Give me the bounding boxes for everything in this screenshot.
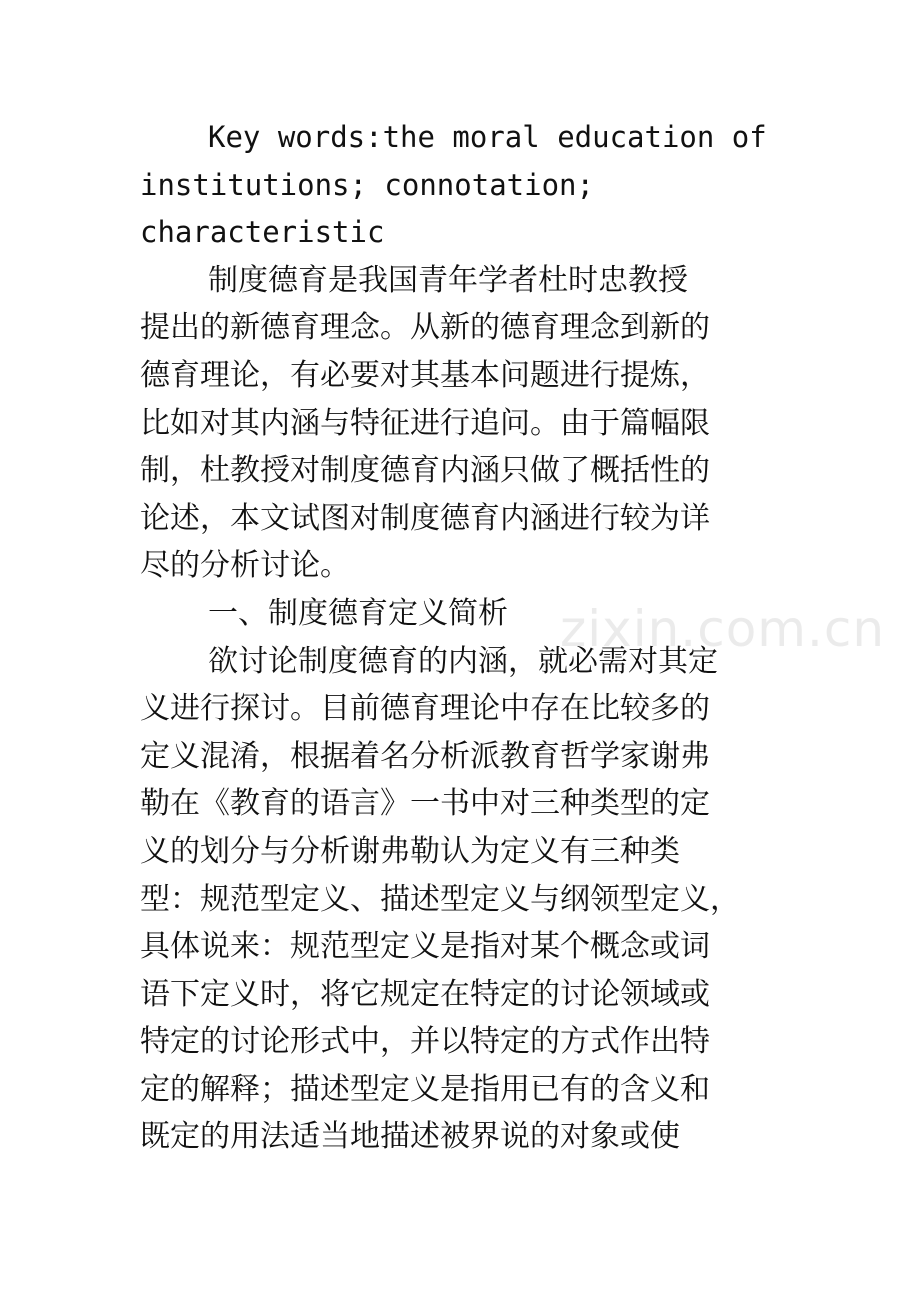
keywords-line-3: characteristic <box>140 215 385 250</box>
keywords-line-2: institutions; connotation; <box>140 167 594 202</box>
paragraph-2-line-9: 特定的讨论形式中，并以特定的方式作出特 <box>140 1024 710 1060</box>
paragraph-2-line-6: 型：规范型定义、描述型定义与纲领型定义， <box>140 881 740 917</box>
paragraph-2-line-11: 既定的用法适当地描述被界说的对象或使 <box>140 1119 680 1155</box>
paragraph-1-line-1: 制度德育是我国青年学者杜时忠教授 <box>208 262 688 298</box>
paragraph-2-line-7: 具体说来：规范型定义是指对某个概念或词 <box>140 929 710 965</box>
paragraph-1-line-2: 提出的新德育理念。从新的德育理念到新的 <box>140 310 710 346</box>
keywords-line-1: Key words:the moral education of <box>208 120 767 154</box>
paragraph-2-line-1: 欲讨论制度德育的内涵，就必需对其定 <box>208 643 718 679</box>
paragraph-2-line-2: 义进行探讨。目前德育理论中存在比较多的 <box>140 691 710 727</box>
paragraph-1-line-3: 德育理论，有必要对其基本问题进行提炼， <box>140 357 710 393</box>
paragraph-2-line-8: 语下定义时，将它规定在特定的讨论领域或 <box>140 976 710 1012</box>
paragraph-2-line-10: 定的解释；描述型定义是指用已有的含义和 <box>140 1071 710 1107</box>
paragraph-2-line-4: 勒在《教育的语言》一书中对三种类型的定 <box>140 786 710 822</box>
section-heading: 一、制度德育定义简析 <box>208 595 508 631</box>
paragraph-1-line-7: 尽的分析讨论。 <box>140 548 350 584</box>
paragraph-2-line-3: 定义混淆，根据着名分析派教育哲学家谢弗 <box>140 738 710 774</box>
paragraph-1-line-6: 论述，本文试图对制度德育内涵进行较为详 <box>140 500 710 536</box>
watermark: zixin.com.cn <box>560 600 886 658</box>
paragraph-1-line-4: 比如对其内涵与特征进行追问。由于篇幅限 <box>140 405 710 441</box>
body-text <box>140 114 800 1161</box>
paragraph-1-line-5: 制，杜教授对制度德育内涵只做了概括性的 <box>140 453 710 489</box>
paragraph-2-line-5: 义的划分与分析谢弗勒认为定义有三种类 <box>140 833 680 869</box>
